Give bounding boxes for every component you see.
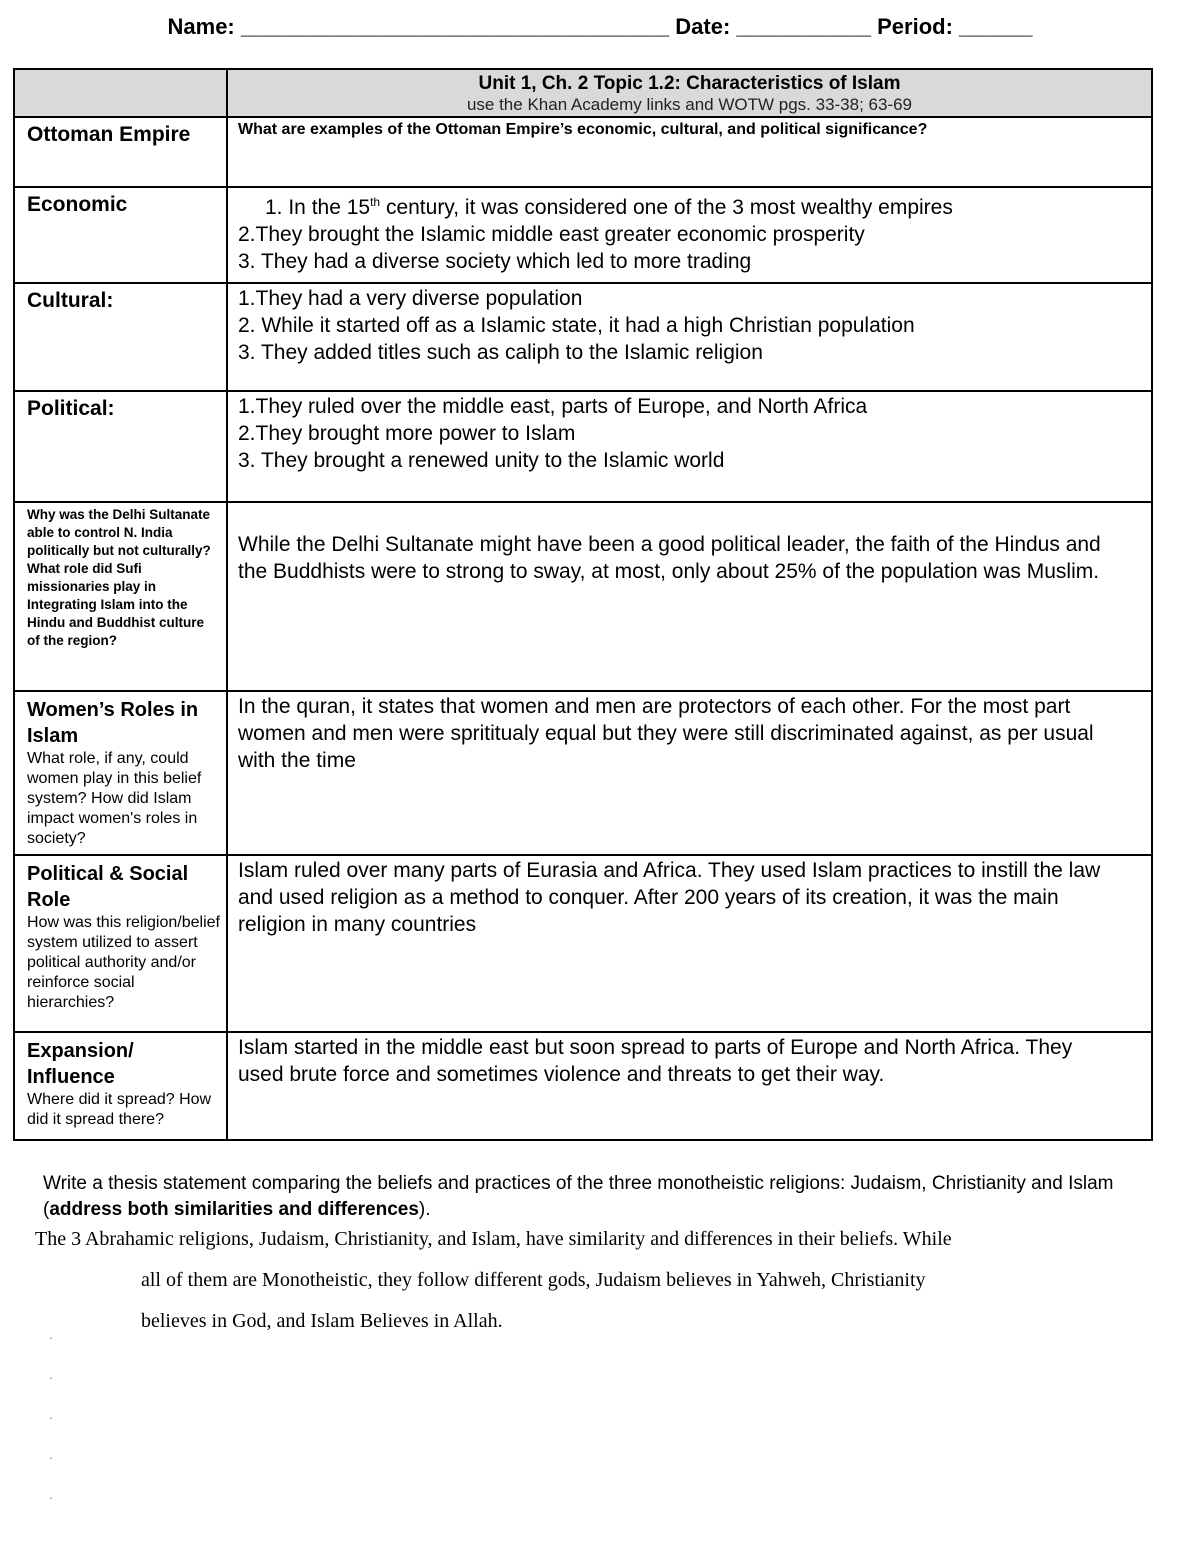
delhi-question-cell xyxy=(14,502,227,691)
polsocial-label: Political & Social Role xyxy=(27,863,189,911)
expansion-label: Expansion/ Influence xyxy=(27,1040,134,1088)
women-label: Women’s Roles in Islam xyxy=(27,699,199,747)
delhi-line-1: While the Delhi Sultanate might have been a good political leader, the faith of the Hindus and xyxy=(238,533,1101,556)
polsocial-answer-cell[interactable] xyxy=(227,855,1152,1032)
ottoman-row xyxy=(14,117,1152,187)
cultural-line-1: 1.They had a very diverse population xyxy=(238,287,583,310)
cultural-label: Cultural: xyxy=(27,289,114,312)
ottoman-question: What are examples of the Ottoman Empire’s economic, cultural, and political significance? xyxy=(238,121,928,138)
expansion-row xyxy=(14,1032,1152,1140)
delhi-answer xyxy=(228,503,1151,585)
empty-bullet-3: ' xyxy=(50,1416,52,1427)
economic-line-2: 2.They brought the Islamic middle east greater economic prosperity xyxy=(238,223,865,246)
women-sub: What role, if any, could women play in this belief system? How did Islam impact women's roles in society? xyxy=(27,750,202,847)
women-line-2: women and men were sprititualy equal but they were still discriminated against, as per usual xyxy=(238,722,1094,745)
expansion-line-1: Islam started in the middle east but soon spread to parts of Europe and North Africa. They xyxy=(238,1036,1073,1059)
delhi-question: Why was the Delhi Sultanate able to control N. India politically but not culturally? What role did Sufi missionaries play in Integrating Islam into the Hindu and Buddhist culture of the region? xyxy=(27,507,211,648)
women-answer xyxy=(228,692,1151,774)
polsocial-sub: How was this religion/belief system utilized to assert political authority and/or reinforce social hierarchies? xyxy=(27,914,220,1011)
expansion-answer-cell[interactable] xyxy=(227,1032,1152,1140)
worksheet-table xyxy=(13,68,1153,1141)
economic-answer-cell[interactable] xyxy=(227,187,1152,283)
period-label: Period: xyxy=(877,14,953,39)
date-label: Date: xyxy=(675,14,731,39)
economic-label-cell xyxy=(14,187,227,283)
political-line-3: 3. They brought a renewed unity to the Islamic world xyxy=(238,449,725,472)
political-answer xyxy=(228,392,1151,474)
ottoman-label-cell xyxy=(14,117,227,187)
unit-title: Unit 1, Ch. 2 Topic 1.2: Characteristics of Islam xyxy=(478,73,901,94)
empty-bullet-1: ' xyxy=(50,1336,52,1347)
economic-row xyxy=(14,187,1152,283)
thesis-prompt-end: ). xyxy=(418,1199,431,1220)
thesis-answer-line-3: believes in God, and Islam Believes in Allah. xyxy=(141,1310,503,1332)
empty-bullet-2: ' xyxy=(50,1376,52,1387)
name-label: Name: xyxy=(167,14,235,39)
empty-bullet-5: ' xyxy=(50,1496,52,1507)
women-line-3: with the time xyxy=(238,749,356,772)
expansion-answer xyxy=(228,1033,1151,1088)
delhi-line-2: the Buddhists were to strong to sway, at most, only about 25% of the population was Muslim. xyxy=(238,560,1100,583)
economic-line-1-text: 1. In the 15 xyxy=(265,196,371,219)
economic-answer xyxy=(228,188,1151,275)
ottoman-question-cell xyxy=(227,117,1152,187)
thesis-answer-line-1: The 3 Abrahamic religions, Judaism, Christianity, and Islam, have similarity and differences in their beliefs. While xyxy=(35,1228,952,1250)
women-answer-cell[interactable] xyxy=(227,691,1152,855)
economic-label: Economic xyxy=(27,193,128,216)
political-line-2: 2.They brought more power to Islam xyxy=(238,422,576,445)
thesis-answer[interactable] xyxy=(35,1219,1155,1342)
political-row xyxy=(14,391,1152,502)
polsocial-line-2: and used religion as a method to conquer. After 200 years of its creation, it was the main xyxy=(238,886,1059,909)
expansion-sub: Where did it spread? How did it spread there? xyxy=(27,1091,212,1128)
student-info-header xyxy=(0,14,1200,40)
header-empty-cell xyxy=(14,69,227,117)
economic-line-1-sup: th xyxy=(370,195,381,209)
economic-line-3: 3. They had a diverse society which led to more trading xyxy=(238,250,752,273)
political-answer-cell[interactable] xyxy=(227,391,1152,502)
cultural-line-3: 3. They added titles such as caliph to the Islamic religion xyxy=(238,341,763,364)
polsocial-answer xyxy=(228,856,1151,938)
economic-line-1 xyxy=(238,189,1151,221)
expansion-line-2: used brute force and sometimes violence and threats to get their way. xyxy=(238,1063,885,1086)
date-blank[interactable]: ___________ xyxy=(736,14,871,39)
cultural-answer-cell[interactable] xyxy=(227,283,1152,391)
delhi-answer-cell[interactable] xyxy=(227,502,1152,691)
economic-line-1-rest: century, it was considered one of the 3 most wealthy empires xyxy=(380,196,953,219)
ottoman-label: Ottoman Empire xyxy=(27,123,191,146)
name-blank[interactable]: ___________________________________ xyxy=(240,14,670,39)
cultural-label-cell xyxy=(14,283,227,391)
cultural-answer xyxy=(228,284,1151,366)
expansion-label-cell xyxy=(14,1032,227,1140)
political-label: Political: xyxy=(27,397,115,420)
thesis-answer-line-2: all of them are Monotheistic, they follow different gods, Judaism believes in Yahweh, Christianity xyxy=(141,1269,926,1291)
women-line-1: In the quran, it states that women and men are protectors of each other. For the most part xyxy=(238,695,1071,718)
thesis-prompt xyxy=(43,1171,1123,1223)
women-label-cell xyxy=(14,691,227,855)
polsocial-row xyxy=(14,855,1152,1032)
polsocial-line-3: religion in many countries xyxy=(238,913,477,936)
delhi-row xyxy=(14,502,1152,691)
polsocial-line-1: Islam ruled over many parts of Eurasia and Africa. They used Islam practices to instill the law xyxy=(238,859,1101,882)
cultural-row xyxy=(14,283,1152,391)
political-label-cell xyxy=(14,391,227,502)
political-line-1: 1.They ruled over the middle east, parts of Europe, and North Africa xyxy=(238,395,868,418)
thesis-prompt-emphasis: address both similarities and differences xyxy=(49,1199,419,1220)
women-row xyxy=(14,691,1152,855)
cultural-line-2: 2. While it started off as a Islamic state, it had a high Christian population xyxy=(238,314,915,337)
empty-bullet-4: ' xyxy=(50,1456,52,1467)
header-title-cell xyxy=(227,69,1152,117)
table-header-row xyxy=(14,69,1152,117)
unit-subtitle: use the Khan Academy links and WOTW pgs. 33-38; 63-69 xyxy=(466,95,913,114)
period-blank[interactable]: ______ xyxy=(959,14,1033,39)
polsocial-label-cell xyxy=(14,855,227,1032)
thesis-prompt-text: Write a thesis statement comparing the beliefs and practices of the three monotheistic religions: Judaism, Christianity and Islam ( xyxy=(43,1173,1114,1220)
